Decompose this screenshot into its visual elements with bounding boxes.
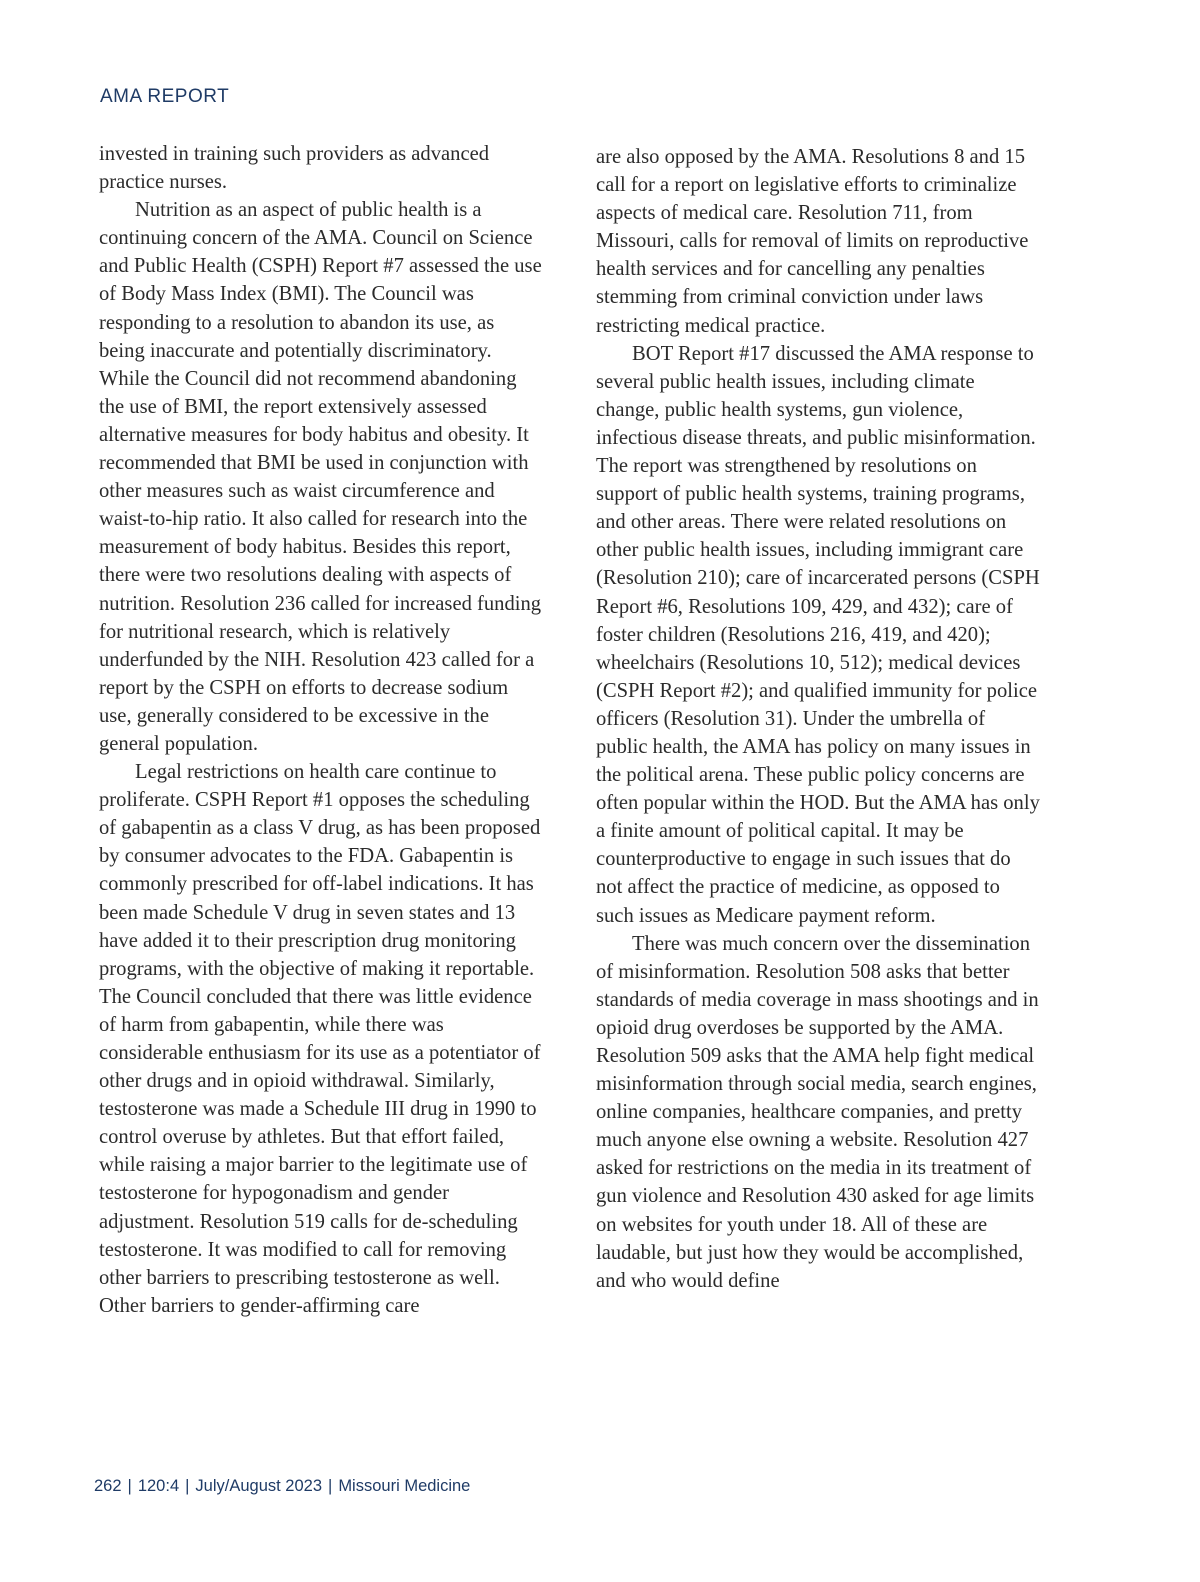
journal-name: Missouri Medicine: [338, 1477, 471, 1495]
paragraph: Nutrition as an aspect of public health is a continuing concern of the AMA. Council on Science and Public Health (CSPH) Report #7 assessed the use of Body Mass Index (BMI). The Council was responding to a resolution to abandon its use, as being inaccurate and potentially discriminatory. While the Council did not recommend abandoning the use of BMI, the report extensively assessed alternative measures for body habitus and obesity. It recommended that BMI be used in conjunction with other measures such as waist circumference and waist-to-hip ratio. It also called for research into the measurement of body habitus. Besides this report, there were two resolutions dealing with aspects of nutrition. Resolution 236 called for increased funding for nutritional research, which is relatively underfunded by the NIH. Resolution 423 called for a report by the CSPH on efforts to decrease sodium use, generally considered to be excessive in the general population.: [99, 199, 542, 755]
left-column: [99, 140, 544, 1320]
running-head: AMA REPORT: [100, 86, 230, 107]
footer-separator: |: [185, 1477, 190, 1495]
footer-separator: |: [328, 1477, 333, 1495]
footer-separator: |: [127, 1477, 132, 1495]
paragraph: BOT Report #17 discussed the AMA response to several public health issues, including climate change, public health systems, gun violence, infectious disease threats, and public misinformation. The report was strengthened by resolutions on support of public health systems, training programs, and other areas. There were related resolutions on other public health issues, including immigrant care (Resolution 210); care of incarcerated persons (CSPH Report #6, Resolutions 109, 429, and 432); care of foster children (Resolutions 216, 419, and 420); wheelchairs (Resolutions 10, 512); medical devices (CSPH Report #2); and qualified immunity for police officers (Resolution 31). Under the umbrella of public health, the AMA has policy on many issues in the political arena. These public policy concerns are often popular within the HOD. But the AMA has only a finite amount of political capital. It may be counterproductive to engage in such issues that do not affect the practice of medicine, as opposed to such issues as Medicare payment reform.: [596, 342, 1040, 927]
issue-date: July/August 2023: [195, 1477, 323, 1495]
page-footer: [94, 1477, 470, 1496]
paragraph: invested in training such providers as advanced practice nurses.: [99, 143, 490, 194]
page-number: 262: [94, 1477, 122, 1495]
paragraph: are also opposed by the AMA. Resolutions 8 and 15 call for a report on legislative efforts to criminalize aspects of medical care. Resolution 711, from Missouri, calls for removal of limits on reproductive health services and for cancelling any penalties stemming from criminal conviction under laws restricting medical practice.: [596, 146, 1029, 337]
right-column: [596, 143, 1041, 1295]
issue-number: 120:4: [137, 1477, 180, 1495]
paragraph: Legal restrictions on health care continue to proliferate. CSPH Report #1 opposes the scheduling of gabapentin as a class V drug, as has been proposed by consumer advocates to the FDA. Gabapentin is commonly prescribed for off-label indications. It has been made Schedule V drug in seven states and 13 have added it to their prescription drug monitoring programs, with the objective of making it reportable. The Council concluded that there was little evidence of harm from gabapentin, while there was considerable enthusiasm for its use as a potentiator of other drugs and in opioid withdrawal. Similarly, testosterone was made a Schedule III drug in 1990 to control overuse by athletes. But that effort failed, while raising a major barrier to the legitimate use of testosterone for hypogonadism and gender adjustment. Resolution 519 calls for de-scheduling testosterone. It was modified to call for removing other barriers to prescribing testosterone as well. Other barriers to gender-affirming care: [99, 761, 541, 1317]
paragraph: There was much concern over the dissemination of misinformation. Resolution 508 asks that better standards of media coverage in mass shootings and in opioid drug overdoses be supported by the AMA. Resolution 509 asks that the AMA help fight medical misinformation through social media, search engines, online companies, healthcare companies, and pretty much anyone else owning a website. Resolution 427 asked for restrictions on the media in its treatment of gun violence and Resolution 430 asked for age limits on websites for youth under 18. All of these are laudable, but just how they would be accomplished, and who would define: [596, 932, 1039, 1292]
